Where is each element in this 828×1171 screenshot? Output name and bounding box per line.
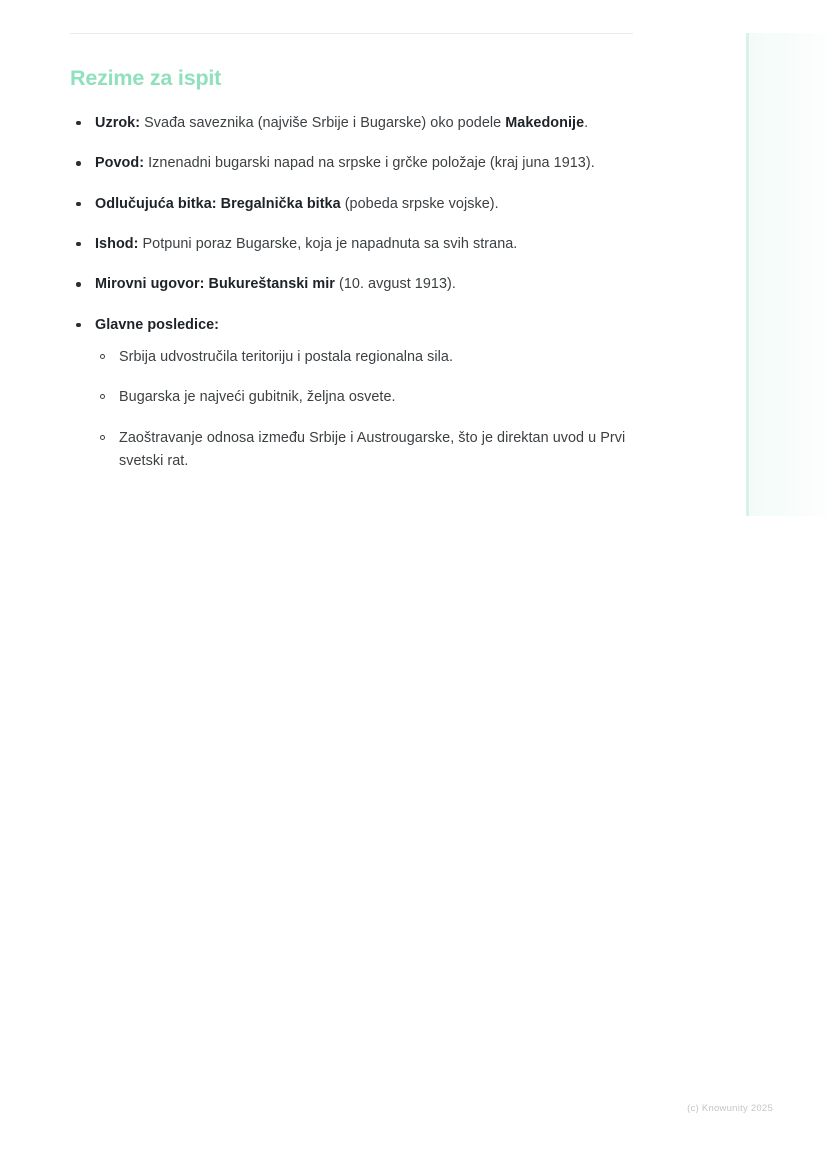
list-item-lead: Uzrok: (95, 114, 141, 131)
list-item-lead: Povod: (95, 155, 145, 172)
page-title: Rezime za ispit (70, 66, 222, 90)
footer-copyright: (c) Knowunity 2025 (687, 1103, 773, 1114)
list-item (70, 112, 634, 135)
sub-list-item: Srbija udvostručila teritoriju i postala regionalna sila. (95, 346, 634, 369)
list-item-lead: Glavne posledice: (95, 316, 220, 333)
list-item-bold-tail: Makedonije (505, 114, 585, 131)
list-item-lead: Ishod: (95, 235, 139, 252)
list-item (70, 193, 634, 216)
decorative-side-panel (746, 33, 828, 516)
document-content (70, 33, 634, 473)
list-item-text: (10. avgust 1913). (334, 276, 456, 293)
list-item-text: Svađa saveznika (najviše Srbije i Bugarske) oko podele (140, 114, 506, 131)
list-item-lead: Odlučujuća bitka: Bregalnička bitka (95, 195, 341, 212)
consequences-sublist (95, 346, 634, 473)
list-item-lead: Mirovni ugovor: Bukureštanski mir (95, 276, 335, 293)
list-item-text: Iznenadni bugarski napad na srpske i grčke položaje (kraj juna 1913). (144, 155, 595, 172)
list-item-tail: . (584, 114, 589, 131)
list-item-text: (pobeda srpske vojske). (340, 195, 499, 212)
sub-list-item: Bugarska je najveći gubitnik, željna osvete. (95, 386, 634, 409)
list-item-text: Potpuni poraz Bugarske, koja je napadnuta sa svih strana. (138, 235, 518, 252)
sub-list-item: Zaoštravanje odnosa između Srbije i Austrougarske, što je direktan uvod u Prvi svetski rat. (95, 427, 634, 474)
list-item (70, 152, 634, 175)
side-panel-accent-line (746, 33, 749, 516)
list-item (70, 233, 634, 256)
list-item (70, 273, 634, 296)
list-item (70, 314, 634, 474)
summary-outline-list (70, 112, 634, 473)
top-divider (70, 33, 633, 34)
